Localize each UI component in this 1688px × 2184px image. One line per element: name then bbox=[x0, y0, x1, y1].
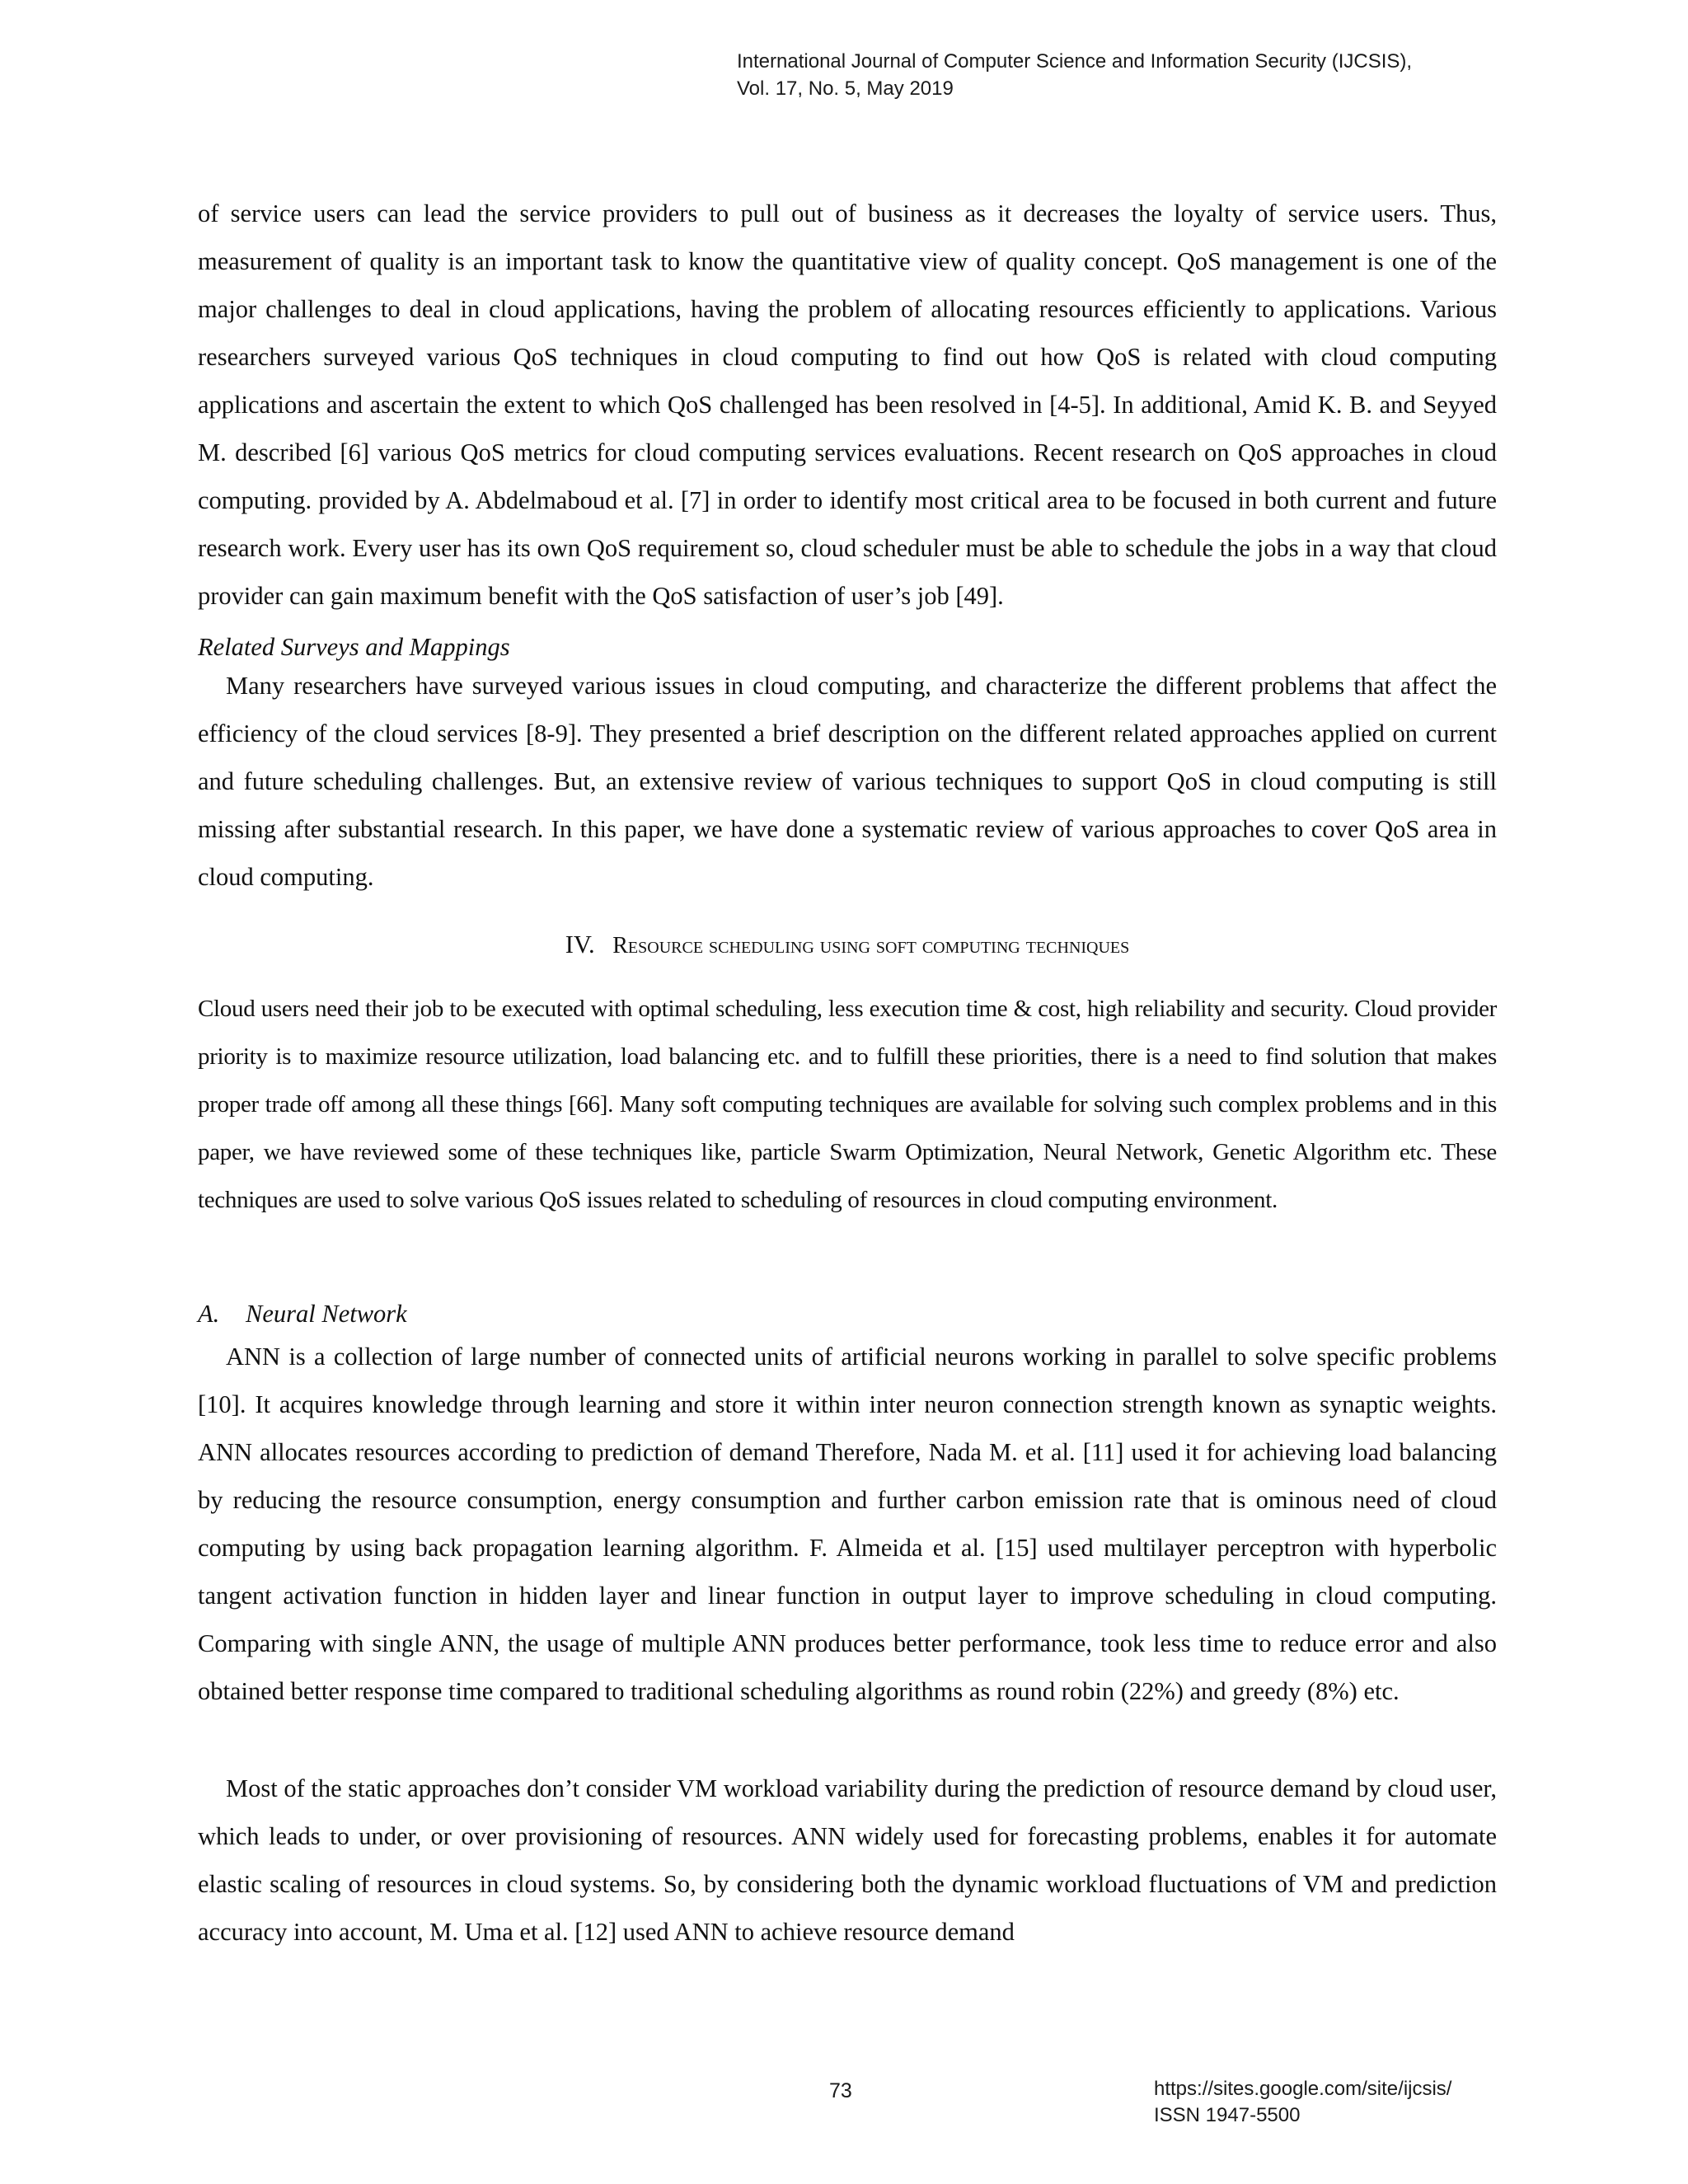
related-surveys-subheading: Related Surveys and Mappings bbox=[198, 633, 510, 661]
page-number: 73 bbox=[829, 2079, 852, 2102]
footer-info bbox=[1154, 2076, 1451, 2129]
issn: ISSN 1947-5500 bbox=[1154, 2104, 1301, 2126]
related-surveys-paragraph: Many researchers have surveyed various issues in cloud computing, and characterize the different problems that affect the efficiency of the cloud services [8-9]. They presented a brief description on the different related approaches applied on current and future scheduling challenges. But, an extensive review of various techniques to support QoS in cloud computing is still missing after substantial research. In this paper, we have done a systematic review of various approaches to cover QoS area in cloud computing. bbox=[198, 672, 1497, 891]
section-title: Resource scheduling using soft computing techniques bbox=[612, 933, 1130, 958]
scheduling-paragraph: Cloud users need their job to be executed with optimal scheduling, less execution time & cost, high reliability and security. Cloud provider priority is to maximize resource utilization, load balancing etc. and to fulfill these priorities, there is a need to find solution that makes proper trade off among all these things [66]. Many soft computing techniques are available for solving such complex problems and in this paper, we have reviewed some of these techniques like, particle Swarm Optimization, Neural Network, Genetic Algorithm etc. These techniques are used to solve various QoS issues related to scheduling of resources in cloud computing environment. bbox=[198, 996, 1497, 1213]
subsection-letter: A. bbox=[198, 1300, 220, 1328]
journal-header bbox=[737, 48, 1412, 102]
ann-paragraph-1: ANN is a collection of large number of connected units of artificial neurons working in parallel to solve specific problems [10]. It acquires knowledge through learning and store it within inter neuron connection strength known as synaptic weights. ANN allocates resources according to prediction of demand Therefore, Nada M. et al. [11] used it for achieving load balancing by reducing the resource consumption, energy consumption and further carbon emission rate that is ominous need of cloud computing by using back propagation learning algorithm. F. Almeida et al. [15] used multilayer perceptron with hyperbolic tangent activation function in hidden layer and linear function in output layer to improve scheduling in cloud computing. Comparing with single ANN, the usage of multiple ANN produces better performance, took less time to reduce error and also obtained better response time compared to traditional scheduling algorithms as round robin (22%) and greedy (8%) etc. bbox=[198, 1343, 1497, 1705]
ann-paragraph-2: Most of the static approaches don’t consider VM workload variability during the prediction of resource demand by cloud user, which leads to under, or over provisioning of resources. ANN widely used for forecasting problems, enables it for automate elastic scaling of resources in cloud systems. So, by considering both the dynamic workload fluctuations of VM and prediction accuracy into account, M. Uma et al. [12] used ANN to achieve resource demand bbox=[198, 1774, 1497, 1946]
section-heading bbox=[198, 928, 1497, 963]
journal-title-line: International Journal of Computer Science and Information Security (IJCSIS), bbox=[737, 50, 1413, 73]
journal-url: https://sites.google.com/site/ijcsis/ bbox=[1154, 2078, 1452, 2100]
subsection-title: Neural Network bbox=[246, 1300, 407, 1328]
journal-volume-line: Vol. 17, No. 5, May 2019 bbox=[737, 77, 954, 100]
section-number: IV. bbox=[565, 930, 595, 958]
neural-network-subheading bbox=[198, 1290, 407, 1338]
intro-paragraph: of service users can lead the service providers to pull out of business as it decreases the loyalty of service users. Thus, measurement of quality is an important task to know the quantitative view of quality concept. QoS management is one of the major challenges to deal in cloud applications, having the problem of allocating resources efficiently to applications. Various researchers surveyed various QoS techniques in cloud computing to find out how QoS is related with cloud computing applications and ascertain the extent to which QoS challenged has been resolved in [4-5]. In additional, Amid K. B. and Seyyed M. described [6] various QoS metrics for cloud computing services evaluations. Recent research on QoS approaches in cloud computing. provided by A. Abdelmaboud et al. [7] in order to identify most critical area to be focused in both current and future research work. Every user has its own QoS requirement so, cloud scheduler must be able to schedule the jobs in a way that cloud provider can gain maximum benefit with the QoS satisfaction of user’s job [49]. bbox=[198, 199, 1497, 610]
